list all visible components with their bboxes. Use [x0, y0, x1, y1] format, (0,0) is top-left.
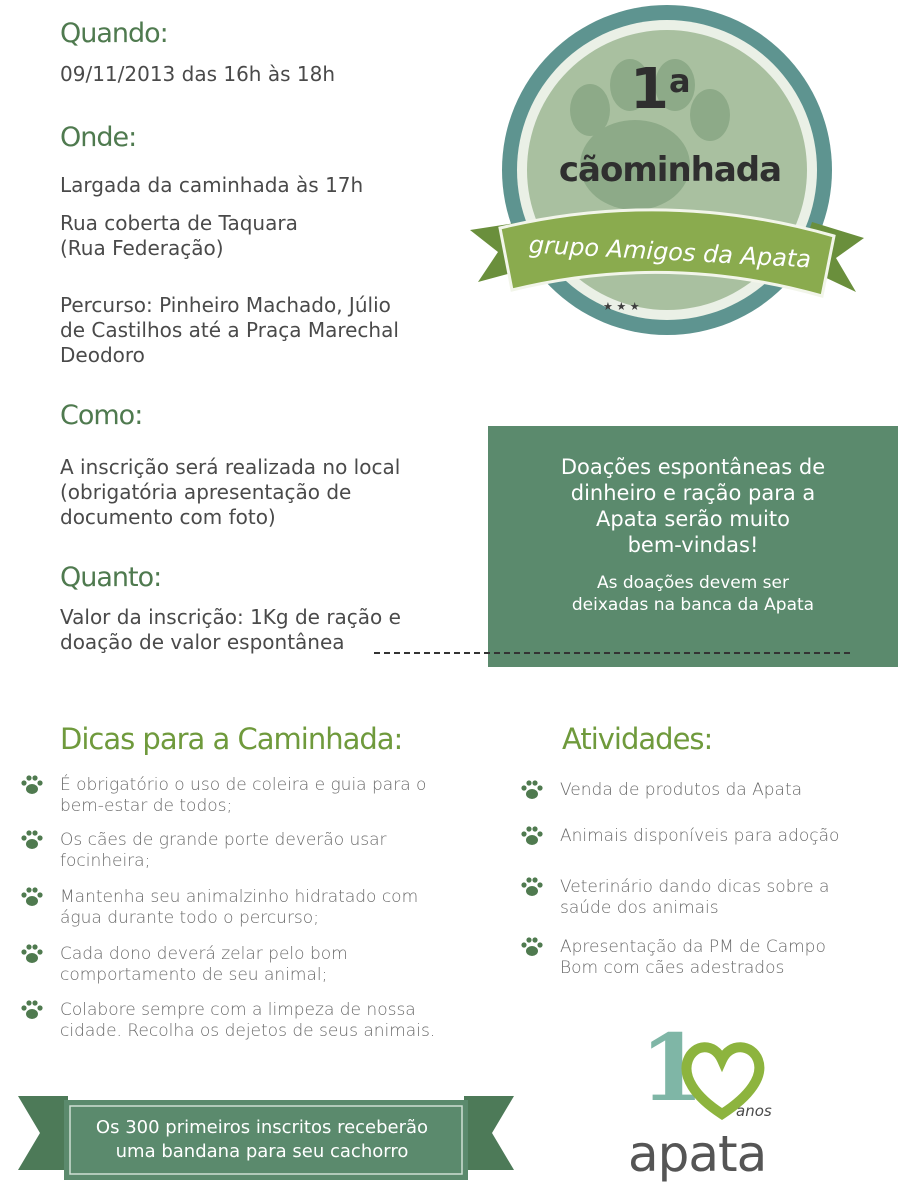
tip-line1: Cada dono deverá zelar pelo bom [60, 944, 348, 964]
apata-logo [626, 1014, 796, 1194]
dashed-divider [374, 652, 850, 654]
activity-line1: Veterinário dando dicas sobre a [560, 877, 830, 897]
tip-line2: focinheira; [60, 851, 151, 871]
tip-item [20, 944, 348, 986]
where-route-line1: Percurso: Pinheiro Machado, Júlio [60, 293, 391, 317]
paw-icon [20, 942, 44, 966]
badge-title: cãominhada [558, 150, 782, 190]
activity-item [520, 780, 802, 802]
where-address-line1: Rua coberta de Taquara [60, 211, 298, 235]
heart-zero-icon [674, 1026, 794, 1126]
paw-icon [20, 998, 44, 1022]
logo-name: apata [628, 1125, 767, 1183]
paw-icon [520, 935, 544, 959]
tip-line2: água durante todo o percurso; [60, 908, 319, 928]
activities-heading: Atividades: [562, 722, 713, 756]
tip-item [20, 775, 426, 817]
activity-item [520, 877, 829, 919]
tip-line2: bem-estar de todos; [60, 796, 233, 816]
badge-ordinal [630, 57, 691, 122]
when-heading: Quando: [60, 18, 168, 49]
tips-heading: Dicas para a Caminhada: [60, 722, 403, 756]
where-route-line3: Deodoro [60, 343, 145, 367]
badge-ordinal-suffix: a [668, 62, 691, 100]
donation-line3: Apata serão muito [596, 507, 790, 531]
tip-line1: É obrigatório o uso de coleira e guia para o [60, 775, 427, 795]
how-much-line1: Valor da inscrição: 1Kg de ração e [60, 605, 401, 629]
donation-line2: dinheiro e ração para a [570, 481, 816, 505]
tip-line1: Colabore sempre com a limpeza de nossa [60, 1000, 416, 1020]
activity-line1: Venda de produtos da Apata [560, 780, 803, 800]
donation-note1: As doações devem ser [596, 573, 789, 593]
donation-note2: deixadas na banca da Apata [571, 595, 815, 615]
activity-line1: Apresentação da PM de Campo [560, 937, 826, 957]
how-line3: documento com foto) [60, 505, 276, 529]
paw-icon [520, 778, 544, 802]
logo-anos: anos [736, 1102, 772, 1120]
when-text: 09/11/2013 das 16h às 18h [60, 62, 335, 86]
paw-icon [520, 824, 544, 848]
tip-item [20, 887, 418, 929]
banner-line2: uma bandana para seu cachorro [115, 1141, 409, 1162]
badge-ordinal-number: 1 [630, 57, 669, 122]
paw-icon [20, 828, 44, 852]
how-much-line2: doação de valor espontânea [60, 630, 345, 654]
paw-icon [520, 875, 544, 899]
activity-item [520, 937, 826, 979]
activity-line2: Bom com cães adestrados [560, 958, 785, 978]
where-route-line2: de Castilhos até a Praça Marechal [60, 318, 399, 342]
badge-ribbon-text: grupo Amigos da Apata [528, 230, 812, 274]
how-line2: (obrigatória apresentação de [60, 480, 352, 504]
tip-line1: Mantenha seu animalzinho hidratado com [60, 887, 419, 907]
activity-item [520, 826, 839, 848]
donation-box [488, 426, 898, 667]
how-much-heading: Quanto: [60, 562, 162, 593]
donation-line1: Doações espontâneas de [560, 455, 826, 479]
tip-line2: cidade. Recolha os dejetos de seus animais. [60, 1021, 436, 1041]
banner-line1: Os 300 primeiros inscritos receberão [95, 1117, 429, 1138]
where-heading: Onde: [60, 122, 137, 153]
how-line1: A inscrição será realizada no local [60, 455, 401, 479]
tip-line1: Os cães de grande porte deverão usar [60, 830, 387, 850]
logo-number-one: 1 [640, 1014, 705, 1122]
where-start: Largada da caminhada às 17h [60, 173, 364, 197]
donation-line4: bem-vindas! [627, 533, 759, 557]
tip-line2: comportamento de seu animal; [60, 965, 328, 985]
tip-item [20, 1000, 435, 1042]
how-heading: Como: [60, 400, 143, 431]
paw-icon [20, 773, 44, 797]
paw-icon [20, 885, 44, 909]
activity-line2: saúde dos animais [560, 898, 719, 918]
tip-item [20, 830, 387, 872]
where-address-line2: (Rua Federação) [60, 236, 224, 260]
badge-stars: ★ ★ ★ [603, 300, 640, 313]
activity-line1: Animais disponíveis para adoção [560, 826, 840, 846]
